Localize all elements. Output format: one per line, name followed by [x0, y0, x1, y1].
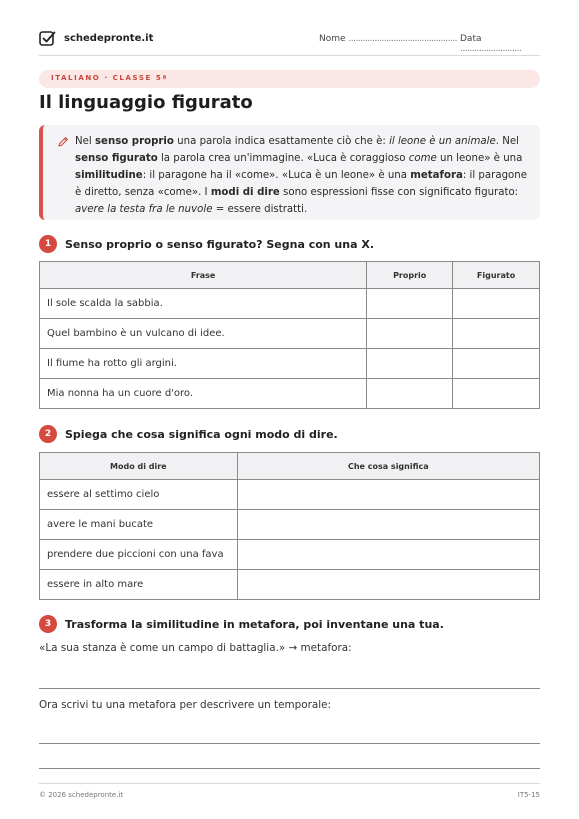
info-box	[39, 125, 540, 220]
sheet-code: IT5-15	[517, 791, 540, 799]
section-1-title: Senso proprio o senso figurato? Segna con una X.	[65, 237, 375, 251]
figurato-check-cell[interactable]	[453, 379, 540, 409]
page-header	[39, 30, 540, 56]
name-label: Nome	[319, 34, 346, 44]
col-frase: Frase	[40, 262, 367, 289]
section-3-heading	[39, 615, 444, 633]
table-row	[40, 480, 540, 510]
section-3-number: 3	[39, 615, 57, 633]
name-field[interactable]	[319, 34, 457, 44]
section-1-heading	[39, 235, 374, 253]
idiom-cell: avere le mani bucate	[40, 510, 238, 540]
sentence-cell: Quel bambino è un vulcano di idee.	[40, 319, 367, 349]
brand-name: schedepronte.it	[64, 33, 154, 44]
name-dots: ..............................................	[348, 34, 458, 44]
table-row	[40, 349, 540, 379]
proprio-check-cell[interactable]	[367, 289, 453, 319]
table-row	[40, 319, 540, 349]
section-2-heading	[39, 425, 338, 443]
table-row	[40, 379, 540, 409]
table-row	[40, 510, 540, 540]
idioms-table	[39, 452, 540, 600]
figurato-check-cell[interactable]	[453, 349, 540, 379]
col-modo-di-dire: Modo di dire	[40, 453, 238, 480]
idiom-cell: essere in alto mare	[40, 570, 238, 600]
col-figurato: Figurato	[453, 262, 540, 289]
page-footer	[39, 783, 540, 799]
proprio-check-cell[interactable]	[367, 379, 453, 409]
section-2-title: Spiega che cosa significa ogni modo di dire.	[65, 427, 338, 441]
date-label: Data	[460, 34, 482, 44]
copyright: © 2026 schedepronte.it	[39, 791, 124, 799]
figurato-check-cell[interactable]	[453, 319, 540, 349]
sentence-cell: Il sole scalda la sabbia.	[40, 289, 367, 319]
figurato-check-cell[interactable]	[453, 289, 540, 319]
table-row	[40, 540, 540, 570]
sentence-cell: Mia nonna ha un cuore d'oro.	[40, 379, 367, 409]
subject-band	[39, 70, 540, 88]
page-title: Il linguaggio figurato	[39, 92, 253, 113]
table-row	[40, 570, 540, 600]
meaning-answer-cell[interactable]	[237, 540, 539, 570]
meaning-answer-cell[interactable]	[237, 570, 539, 600]
proprio-check-cell[interactable]	[367, 319, 453, 349]
subject-label: ITALIANO · CLASSE 5ª	[51, 74, 168, 82]
pencil-icon	[57, 136, 69, 148]
checkbox-logo-icon	[39, 30, 56, 47]
col-proprio: Proprio	[367, 262, 453, 289]
proprio-check-cell[interactable]	[367, 349, 453, 379]
answer-line[interactable]	[39, 768, 540, 769]
idiom-cell: essere al settimo cielo	[40, 480, 238, 510]
answer-line[interactable]	[39, 688, 540, 689]
metaphor-prompt: «La sua stanza è come un campo di battaglia.» → metafora:	[39, 642, 352, 654]
section-3-title: Trasforma la similitudine in metafora, poi inventane una tua.	[65, 617, 444, 631]
date-field[interactable]	[460, 34, 540, 54]
info-text: Nel senso proprio una parola indica esattamente ciò che è: il leone è un animale. Nel senso figurato la parola crea un'immagine. «Luca è coraggioso come un leone» è una similitudine: il paragone ha il «come». «Luca è un leone» è una metafora: il paragone è diretto, senza «come». I modi di dire sono espressioni fisse con significato figurato: avere la testa fra le nuvole = essere distratti.	[75, 136, 527, 215]
table-row	[40, 289, 540, 319]
section-1-number: 1	[39, 235, 57, 253]
storm-metaphor-prompt: Ora scrivi tu una metafora per descrivere un temporale:	[39, 699, 332, 711]
answer-line[interactable]	[39, 743, 540, 744]
sentence-cell: Il fiume ha rotto gli argini.	[40, 349, 367, 379]
date-dots: ..........................	[460, 44, 522, 54]
sense-table	[39, 261, 540, 409]
idiom-cell: prendere due piccioni con una fava	[40, 540, 238, 570]
meaning-answer-cell[interactable]	[237, 480, 539, 510]
col-significato: Che cosa significa	[237, 453, 539, 480]
brand	[39, 30, 153, 47]
section-2-number: 2	[39, 425, 57, 443]
meaning-answer-cell[interactable]	[237, 510, 539, 540]
